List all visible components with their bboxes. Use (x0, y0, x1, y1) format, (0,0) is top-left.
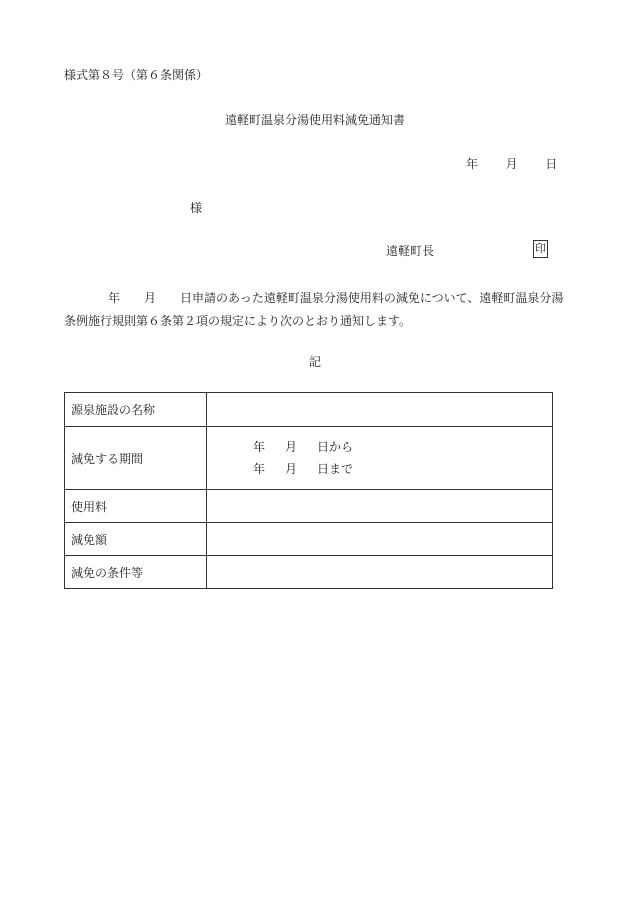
to-year: 年 (253, 462, 266, 476)
row-value (207, 393, 553, 427)
row-value (207, 556, 553, 589)
row-label: 減免する期間 (65, 427, 207, 490)
row-value (207, 490, 553, 523)
to-month: 月 (285, 462, 298, 476)
body-text: 日申請のあった遠軽町温泉分湯使用料の減免について、遠軽町温泉分湯条例施行規則第６条第２項の規定により次のとおり通知します。 (64, 291, 564, 328)
from-day: 日から (317, 440, 354, 454)
period-value (207, 427, 553, 490)
from-month: 月 (285, 440, 298, 454)
period-to (253, 458, 552, 480)
row-value (207, 523, 553, 556)
seal-mark: 印 (533, 240, 548, 258)
notification-body (64, 287, 564, 333)
row-label: 源泉施設の名称 (65, 393, 207, 427)
body-year: 年 (108, 291, 121, 305)
from-year: 年 (253, 440, 266, 454)
addressee-suffix: 様 (190, 201, 203, 215)
details-table (64, 392, 553, 589)
issue-date (466, 155, 557, 172)
period-from (253, 436, 552, 458)
row-label: 使用料 (65, 490, 207, 523)
table-row (65, 490, 553, 523)
date-year: 年 (466, 157, 479, 171)
date-month: 月 (505, 157, 518, 171)
table-row (65, 393, 553, 427)
document-title: 遠軽町温泉分湯使用料減免通知書 (224, 113, 405, 127)
date-day: 日 (545, 157, 558, 171)
form-number: 様式第８号（第６条関係） (64, 68, 209, 82)
table-row (65, 523, 553, 556)
body-month: 月 (144, 291, 157, 305)
table-row (65, 556, 553, 589)
row-label: 減免額 (65, 523, 207, 556)
sender-name: 遠軽町長 (386, 244, 435, 258)
to-day: 日まで (317, 462, 354, 476)
table-row (65, 427, 553, 490)
row-label: 減免の条件等 (65, 556, 207, 589)
ki-heading: 記 (308, 355, 321, 369)
